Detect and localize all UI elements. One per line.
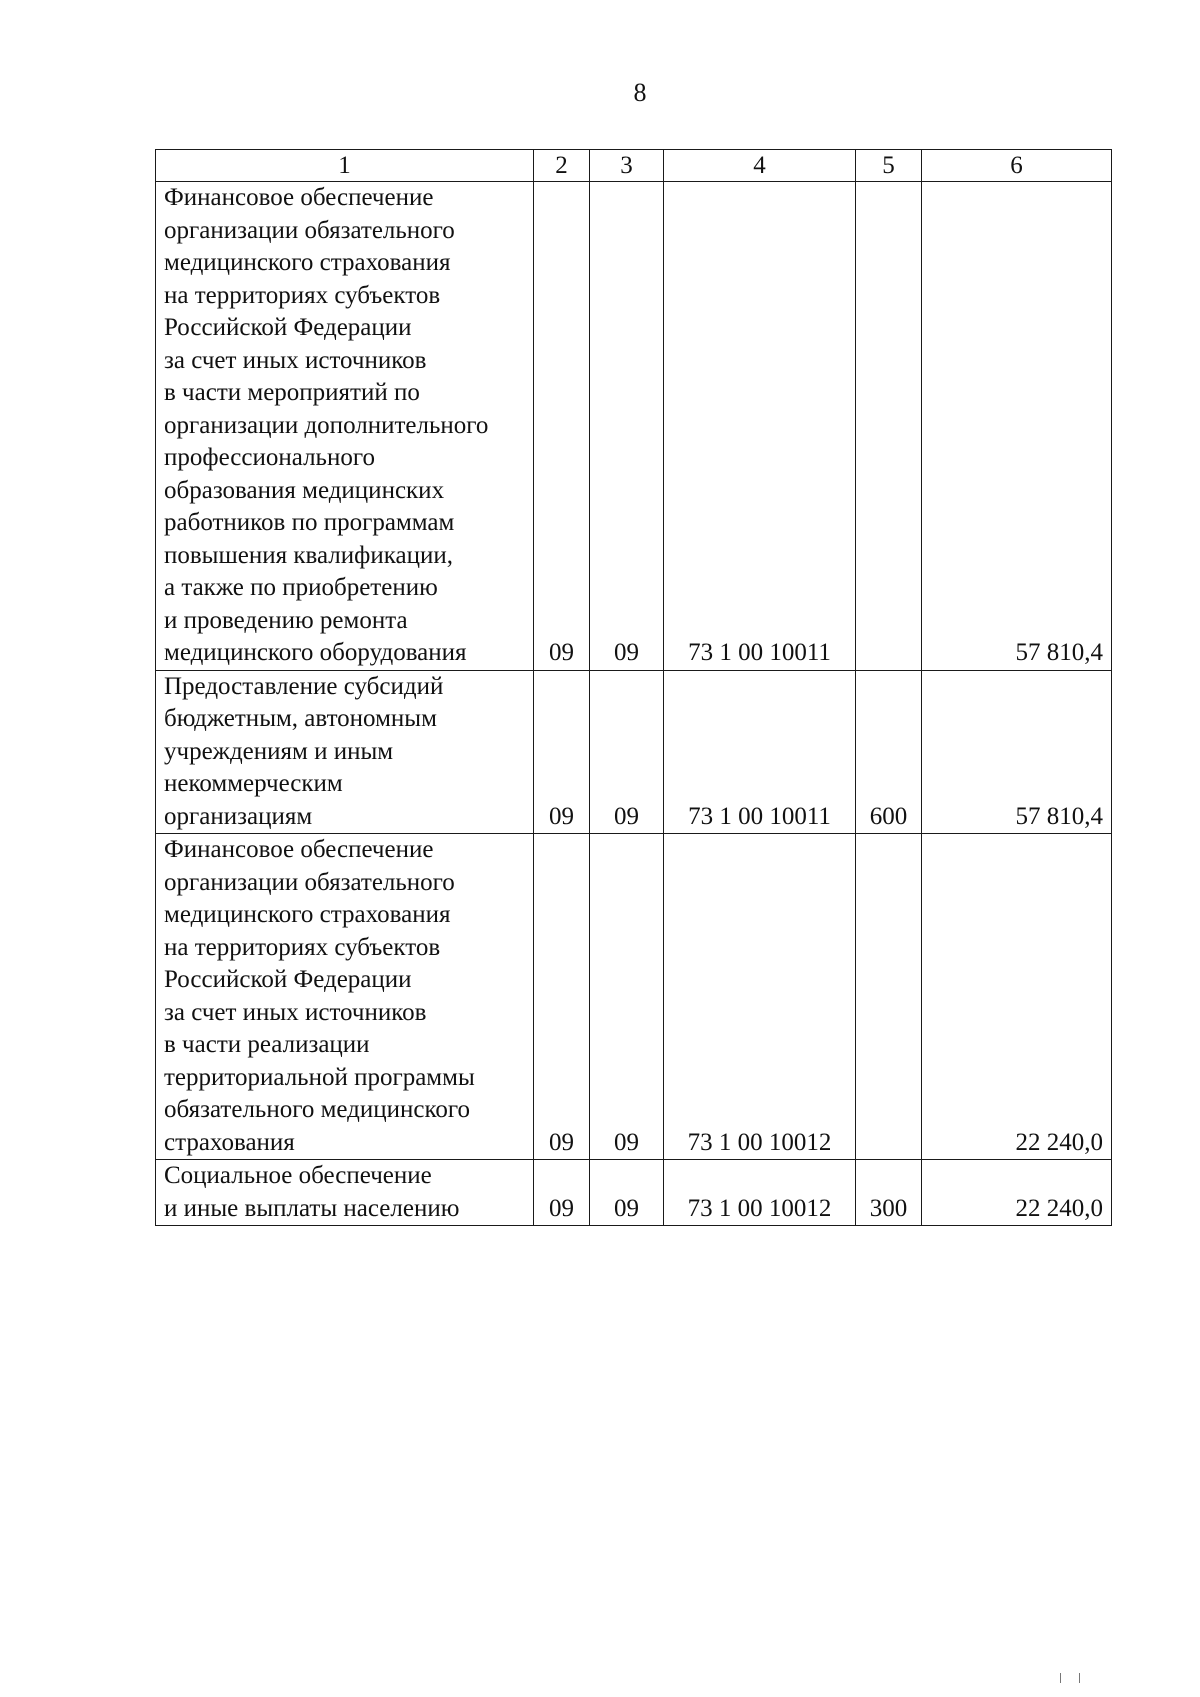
subsection-code: 09 [590,670,664,834]
expense-type-code: 600 [856,670,922,834]
target-article-code: 73 1 00 10011 [664,670,856,834]
expense-item-name-line: профессионального [164,444,375,471]
expense-item-name-line: и иные выплаты населению [164,1194,460,1222]
table-row [156,182,1112,671]
expense-item-name-line: работников по программам [164,509,455,536]
subsection-code: 09 [590,1160,664,1226]
column-header: 2 [534,150,590,182]
expense-item-name-line: организации обязательного [164,868,455,896]
expense-item-name [156,1160,534,1226]
amount: 22 240,0 [922,1160,1112,1226]
section-code: 09 [534,670,590,834]
expense-item-name-line: образования медицинских [164,476,445,504]
expense-item-name-line: Финансовое обеспечение [164,836,434,863]
column-header: 5 [856,150,922,182]
expense-type-code [856,182,922,671]
table-body [156,182,1112,1226]
expense-item-name [156,182,534,671]
column-header: 4 [664,150,856,182]
target-article-code: 73 1 00 10012 [664,1160,856,1226]
expense-type-code: 300 [856,1160,922,1226]
expense-item-name-line: обязательного медицинского [164,1096,471,1123]
section-code: 09 [534,834,590,1160]
expense-item-name-line: медицинского оборудования [164,639,467,666]
amount: 57 810,4 [922,182,1112,671]
section-code: 09 [534,182,590,671]
budget-table [155,149,1112,1226]
expense-item-name-line: в части реализации [164,1031,370,1058]
expense-item-name-line: Российской Федерации [164,314,412,341]
column-header: 1 [156,150,534,182]
expense-item-name-line: территориальной программы [164,1063,475,1091]
expense-item-name [156,834,534,1160]
expense-item-name-line: Российской Федерации [164,966,412,993]
expense-item-name-line: повышения квалификации, [164,541,453,569]
expense-item-name-line: и проведению ремонта [164,606,408,634]
expense-item-name-line: некоммерческим [164,770,343,797]
table-header-row [156,150,1112,182]
expense-item-name-line: а также по приобретению [164,574,438,601]
expense-item-name-line: организации дополнительного [164,411,489,439]
page-number: 8 [633,78,647,107]
expense-item-name-line: Предоставление субсидий [164,672,444,700]
expense-item-name-line: за счет иных источников [164,346,427,374]
expense-item-name-line: медицинского страхования [164,901,451,928]
section-code: 09 [534,1160,590,1226]
table-row [156,1160,1112,1226]
column-header: 6 [922,150,1112,182]
expense-item-name-line: Финансовое обеспечение [164,184,434,211]
amount: 57 810,4 [922,670,1112,834]
column-header: 3 [590,150,664,182]
table-row [156,670,1112,834]
expense-item-name-line: организации обязательного [164,216,455,244]
subsection-code: 09 [590,834,664,1160]
expense-item-name-line: учреждениям и иным [164,737,394,765]
expense-item-name-line: страхования [164,1128,295,1156]
target-article-code: 73 1 00 10011 [664,182,856,671]
expense-item-name-line: за счет иных источников [164,998,427,1026]
expense-item-name-line: организациям [164,802,313,830]
table-row [156,834,1112,1160]
expense-item-name-line: на территориях субъектов [164,281,441,309]
subsection-code: 09 [590,182,664,671]
expense-item-name-line: бюджетным, автономным [164,705,437,732]
expense-item-name-line: медицинского страхования [164,249,451,276]
expense-type-code [856,834,922,1160]
expense-item-name [156,670,534,834]
amount: 22 240,0 [922,834,1112,1160]
expense-item-name-line: Социальное обеспечение [164,1162,432,1189]
expense-item-name-line: в части мероприятий по [164,379,420,406]
scan-mark [1060,1673,1080,1683]
expense-item-name-line: на территориях субъектов [164,933,441,961]
target-article-code: 73 1 00 10012 [664,834,856,1160]
